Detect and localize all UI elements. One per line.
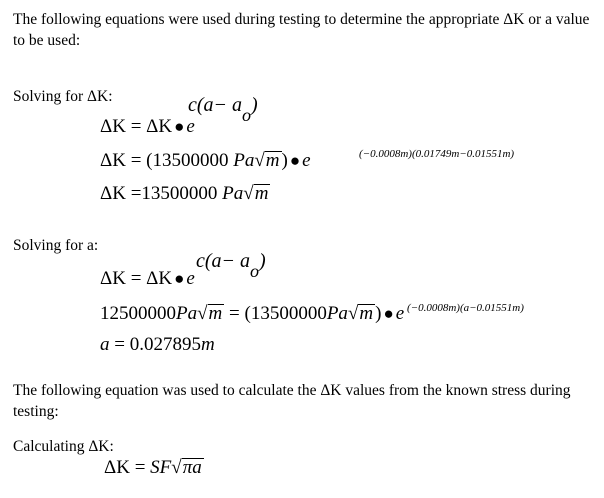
dk-lhs: ΔK [100,116,126,137]
stress-paragraph: The following equation was used to calculate the ΔK values from the known stress during testing: [13,382,571,420]
dk-result-equation: ΔK =13500000 Pa√m [100,183,269,204]
exp-base: e [186,116,195,137]
sqrt: √m [347,303,374,324]
dk-substituted-equation: ΔK = (13500000 Pa√m ) ● e [100,150,311,171]
calculating-dk-heading: Calculating ΔK: [13,438,114,455]
sqrt: √m [197,303,223,324]
dk-stress-equation: ΔK = SF√πa [104,457,202,478]
a-result-equation: a = 0.027895m [100,334,215,355]
a-substituted-exponent: (−0.0008m)(a−0.01551m) [407,302,524,314]
dk-general-exponent: c(a− ao) [188,94,258,125]
a-general-exponent: c(a− ao) [196,250,266,281]
multiply-dot: ● [174,117,185,136]
a-substituted-equation: 12500000Pa√m = (13500000Pa√m ) ● e [100,303,405,324]
dk-substituted-exponent: (−0.0008m)(0.01749m−0.01551m) [359,148,515,160]
equals-sign: = [130,116,142,137]
solving-a-heading: Solving for a: [13,237,99,254]
solving-dk-heading: Solving for ΔK: [13,88,113,105]
multiply-dot: ● [383,304,394,323]
multiply-dot: ● [289,151,301,170]
sqrt: √πa [171,457,202,478]
intro-paragraph: The following equations were used during testing to determine the appropriate ΔK or a value to be used: [13,11,590,49]
sqrt: √m [254,150,280,171]
multiply-dot: ● [174,269,185,288]
a-general-equation: ΔK = ΔK ● e [100,268,195,289]
dk-general-equation [100,116,195,138]
sqrt: √m [243,183,269,204]
dk-rhs: ΔK [146,116,173,137]
